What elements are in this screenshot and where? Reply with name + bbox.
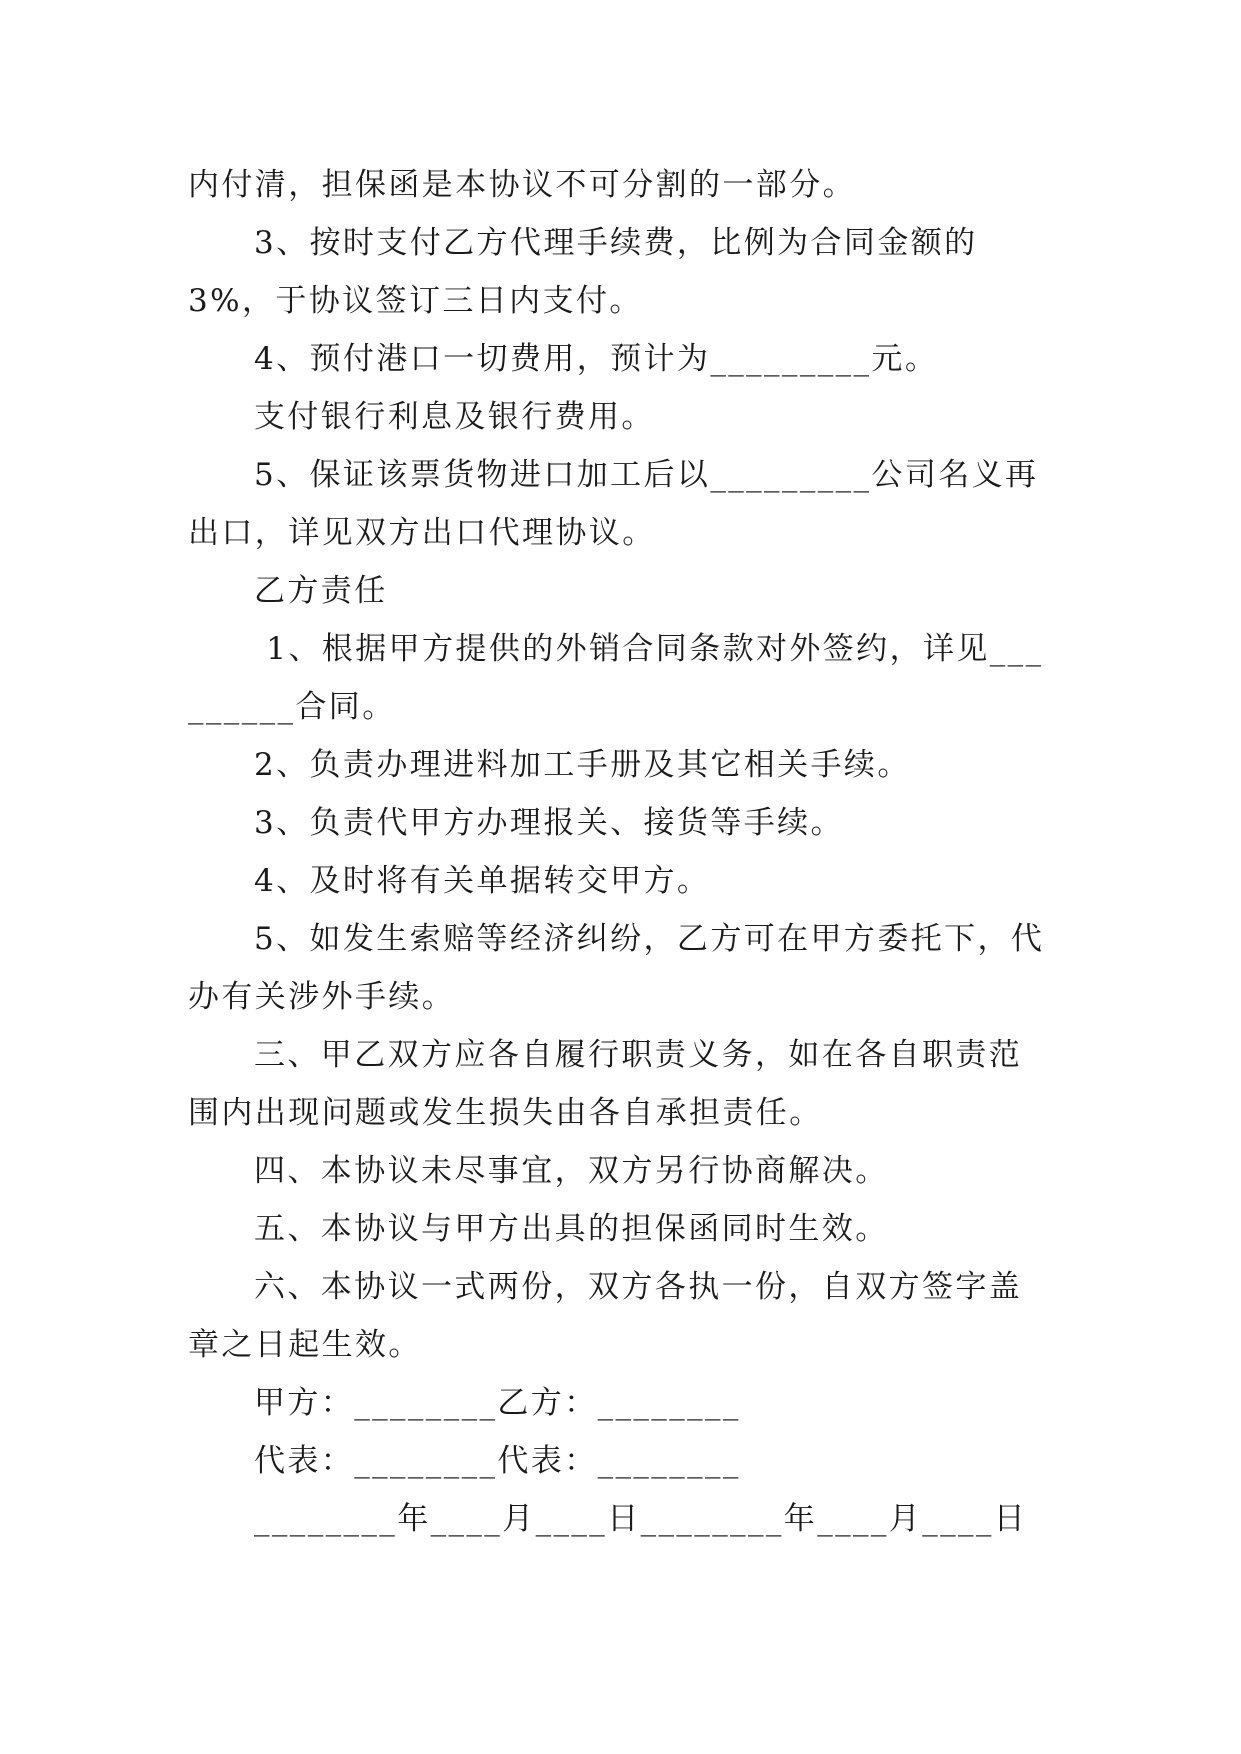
clause-six-copies: 六、本协议一式两份，双方各执一份，自双方签字盖章之日起生效。	[188, 1269, 1023, 1363]
paragraph-guarantee-letter: 内付清，担保函是本协议不可分割的一部分。	[188, 167, 856, 203]
paragraph-re-export: 5、保证该票货物进口加工后以_________公司名义再出口，详见双方出口代理协议。	[188, 457, 1039, 551]
signature-line-representatives: 代表：________代表：________	[254, 1443, 741, 1479]
document-body	[188, 156, 1054, 1548]
clause-three-responsibilities: 三、甲乙双方应各自履行职责义务，如在各自职责范围内出现问题或发生损失由各自承担责任。	[188, 1037, 1023, 1131]
signature-line-dates: ________年____月____日________年____月____日	[254, 1501, 1028, 1537]
section-heading-party-b-duties: 乙方责任	[254, 573, 388, 609]
paragraph-processing-manual: 2、负责办理进料加工手册及其它相关手续。	[254, 747, 911, 783]
clause-five-effective-with-guarantee: 五、本协议与甲方出具的担保函同时生效。	[254, 1211, 889, 1247]
paragraph-claims-disputes: 5、如发生索赔等经济纠纷，乙方可在甲方委托下，代办有关涉外手续。	[188, 921, 1045, 1015]
paragraph-customs-declaration: 3、负责代甲方办理报关、接货等手续。	[254, 805, 844, 841]
paragraph-port-fees: 4、预付港口一切费用，预计为_________元。	[254, 341, 939, 377]
paragraph-transfer-documents: 4、及时将有关单据转交甲方。	[254, 863, 711, 899]
paragraph-sign-contract: 1、根据甲方提供的外销合同条款对外签约，详见_________合同。	[188, 631, 1044, 725]
paragraph-agency-fee: 3、按时支付乙方代理手续费，比例为合同金额的3%，于协议签订三日内支付。	[188, 225, 978, 319]
clause-four-unresolved-matters: 四、本协议未尽事宜，双方另行协商解决。	[254, 1153, 889, 1189]
signature-line-parties: 甲方：________乙方：________	[254, 1385, 741, 1421]
paragraph-bank-interest: 支付银行利息及银行费用。	[254, 399, 655, 435]
